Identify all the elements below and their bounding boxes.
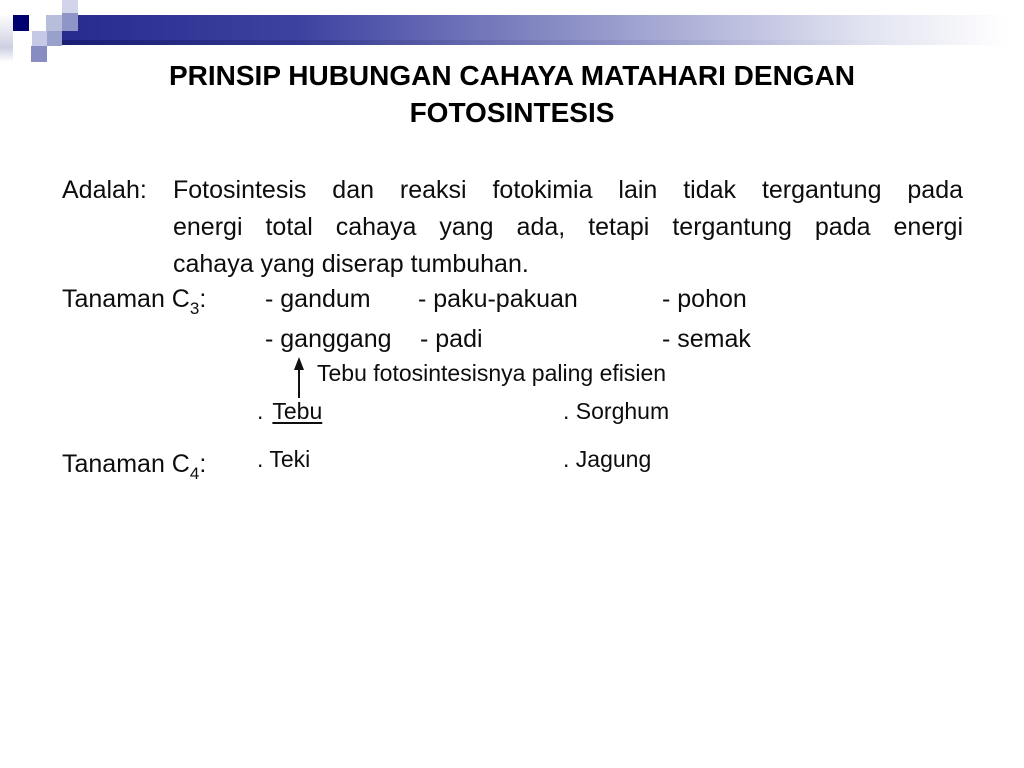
- annotation-text: Tebu fotosintesisnya paling efisien: [317, 360, 667, 386]
- definition-line-1: Fotosintesis dan reaksi fotokimia lain tidak tergantung pada: [173, 176, 963, 204]
- c3-label: [62, 281, 206, 327]
- c4-label-colon: :: [199, 450, 207, 478]
- header-bar-stripe: [62, 40, 1008, 45]
- c3-item-gandum: - gandum: [265, 285, 371, 313]
- deco-square-mid-medium: [47, 31, 62, 46]
- c3-item-ganggang: - ganggang: [265, 325, 392, 353]
- slide-title-line-1: PRINSIP HUBUNGAN CAHAYA MATAHARI DENGAN: [168, 60, 856, 91]
- deco-left-strip: [0, 14, 13, 62]
- c3-label-prefix: Tanaman C: [62, 285, 190, 313]
- item-sorghum: . Sorghum: [563, 398, 670, 424]
- item-tebu-word: Tebu: [272, 398, 323, 424]
- item-tebu: [257, 397, 322, 425]
- c4-label-subscript: 4: [189, 464, 200, 483]
- c3-label-colon: :: [199, 285, 207, 313]
- c3-item-paku-pakuan: - paku-pakuan: [418, 285, 578, 313]
- header-bar: [62, 15, 1008, 40]
- deco-square-mid-light: [32, 31, 47, 46]
- item-teki: . Teki: [257, 446, 311, 472]
- c3-label-subscript: 3: [189, 299, 200, 318]
- deco-square-bar-overlap: [62, 13, 78, 31]
- slide-title-line-2: FOTOSINTESIS: [409, 97, 615, 128]
- c4-label-prefix: Tanaman C: [62, 450, 190, 478]
- deco-square-upper-light: [46, 15, 62, 31]
- slide-title: [0, 57, 1024, 131]
- item-tebu-bullet: .: [257, 398, 264, 424]
- definition-line-3: cahaya yang diserap tumbuhan.: [173, 250, 529, 278]
- up-arrow-icon: [291, 357, 307, 399]
- deco-square-dark-navy: [13, 15, 29, 31]
- definition-label: Adalah:: [62, 176, 147, 204]
- c4-label: [62, 446, 206, 492]
- definition-line-2: energi total cahaya yang ada, tetapi tergantung pada energi: [173, 213, 963, 241]
- c3-item-padi: - padi: [420, 325, 483, 353]
- item-jagung: . Jagung: [563, 446, 652, 472]
- c3-item-pohon: - pohon: [662, 285, 747, 313]
- c3-item-semak: - semak: [662, 325, 751, 353]
